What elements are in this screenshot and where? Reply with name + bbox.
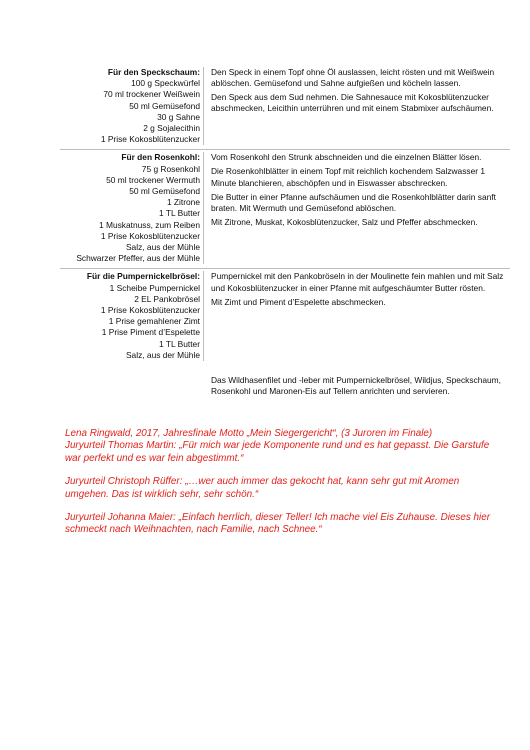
ingredient-item: 1 Zitrone bbox=[166, 197, 200, 208]
ingredients-column bbox=[60, 67, 203, 145]
step-text: Den Speck in einem Topf ohne Öl auslassen, leicht rösten und mit Weißwein ablöschen. Gemüsefond und Sahne aufgießen und köcheln lassen. bbox=[211, 67, 495, 89]
ingredient-item: 1 TL Butter bbox=[159, 208, 200, 219]
steps-column bbox=[204, 152, 510, 264]
jury-quotes bbox=[65, 428, 495, 548]
ingredient-item: 1 Prise gemahlener Zimt bbox=[108, 316, 200, 327]
ingredient-item: 2 EL Pankobrösel bbox=[134, 293, 200, 304]
step-text: Die Butter in einer Pfanne aufschäumen und die Rosenkohlblätter darin sanft braten. Mit Wermuth und Gemüsefond ablöschen. bbox=[211, 191, 496, 213]
ingredient-item: 70 ml trockener Weißwein bbox=[103, 89, 200, 100]
ingredient-item: Schwarzer Pfeffer, aus der Mühle bbox=[76, 253, 200, 264]
quote-line: Juryurteil Christoph Rüffer: „…wer auch immer das gekocht hat, kann sehr gut mit Aromen umgehen. Das ist wirklich sehr, sehr schön.“ bbox=[65, 476, 460, 500]
ingredients-column bbox=[60, 271, 203, 361]
quote-paragraph bbox=[65, 476, 495, 501]
step-text: Mit Zimt und Piment d’Espelette abschmecken. bbox=[211, 296, 386, 307]
step-text: Pumpernickel mit den Pankobröseln in der Moulinette fein mahlen und mit Salz und Kokosblütenzucker in einer Pfanne mit aufgeschäumter Butter rösten. bbox=[211, 271, 504, 293]
quote-paragraph bbox=[65, 512, 495, 537]
serving-text: Das Wildhasenfilet und -leber mit Pumpernickelbrösel, Wildjus, Speckschaum, Rosenkohl und Maronen-Eis auf Tellern anrichten und servieren. bbox=[211, 375, 501, 397]
ingredient-item: 1 Prise Piment d’Espelette bbox=[101, 327, 200, 338]
recipe-section-rosenkohl bbox=[60, 149, 510, 268]
section-heading: Für den Speckschaum: bbox=[107, 67, 200, 77]
ingredient-item: 50 ml Gemüsefond bbox=[129, 186, 200, 197]
ingredient-item: 2 g Sojalecithin bbox=[143, 123, 200, 134]
steps-column bbox=[204, 271, 510, 361]
ingredient-item: 50 ml trockener Wermuth bbox=[106, 174, 200, 185]
ingredients-column bbox=[60, 152, 203, 264]
ingredient-item: 1 Prise Kokosblütenzucker bbox=[100, 230, 200, 241]
quote-line: Juryurteil Thomas Martin: „Für mich war jede Komponente rund und es hat gepasst. Die Garstufe war perfekt und es war fein abgestimmt.“ bbox=[65, 440, 490, 464]
step-text: Die Rosenkohlblätter in einem Topf mit reichlich kochendem Salzwasser 1 Minute blanchieren, abschöpfen und in Eiswasser abschrecken. bbox=[211, 166, 486, 188]
recipe-section-pumpernickelbroesel bbox=[60, 268, 510, 365]
step-text: Vom Rosenkohl den Strunk abschneiden und die einzelnen Blätter lösen. bbox=[211, 152, 482, 163]
section-heading: Für die Pumpernickelbrösel: bbox=[86, 271, 200, 282]
ingredients-column-empty bbox=[60, 375, 203, 400]
ingredient-item: 1 Prise Kokosblütenzucker bbox=[100, 305, 200, 316]
ingredient-item: 1 Muskatnuss, zum Reiben bbox=[98, 219, 200, 230]
steps-column bbox=[204, 67, 510, 145]
ingredient-item: 75 g Rosenkohl bbox=[141, 163, 200, 174]
quote-line: Juryurteil Johanna Maier: „Einfach herrlich, dieser Teller! Ich mache viel Eis Zuhause. Dieses hier schmeckt nach Weihnachten, nach Familie, nach Schnee.“ bbox=[65, 512, 490, 536]
step-text: Den Speck aus dem Sud nehmen. Die Sahnesauce mit Kokosblütenzucker abschmecken, Leicithin unterrühren und mit einem Stabmixer aufschäumen. bbox=[211, 92, 494, 114]
step-text: Mit Zitrone, Muskat, Kokosblütenzucker, Salz und Pfeffer abschmecken. bbox=[211, 216, 478, 227]
ingredient-item: 1 Prise Kokosblütenzucker bbox=[100, 134, 200, 145]
ingredient-item: 50 ml Gemüsefond bbox=[129, 100, 200, 111]
ingredient-item: 100 g Speckwürfel bbox=[131, 78, 200, 89]
ingredient-item: 1 Scheibe Pumpernickel bbox=[109, 282, 200, 293]
quote-line: Lena Ringwald, 2017, Jahresfinale Motto „Mein Siegergericht“, (3 Juroren im Finale) bbox=[65, 428, 433, 439]
section-heading: Für den Rosenkohl: bbox=[121, 152, 200, 163]
recipe-table bbox=[60, 65, 510, 404]
ingredient-item: 30 g Sahne bbox=[157, 111, 200, 122]
ingredient-item: Salz, aus der Mühle bbox=[125, 349, 200, 360]
recipe-section-serving bbox=[60, 365, 510, 404]
ingredient-item: Salz, aus der Mühle bbox=[125, 242, 200, 253]
quote-paragraph bbox=[65, 428, 495, 465]
recipe-section-speckschaum bbox=[60, 65, 510, 149]
ingredient-item: 1 TL Butter bbox=[159, 338, 200, 349]
steps-column bbox=[204, 375, 510, 400]
